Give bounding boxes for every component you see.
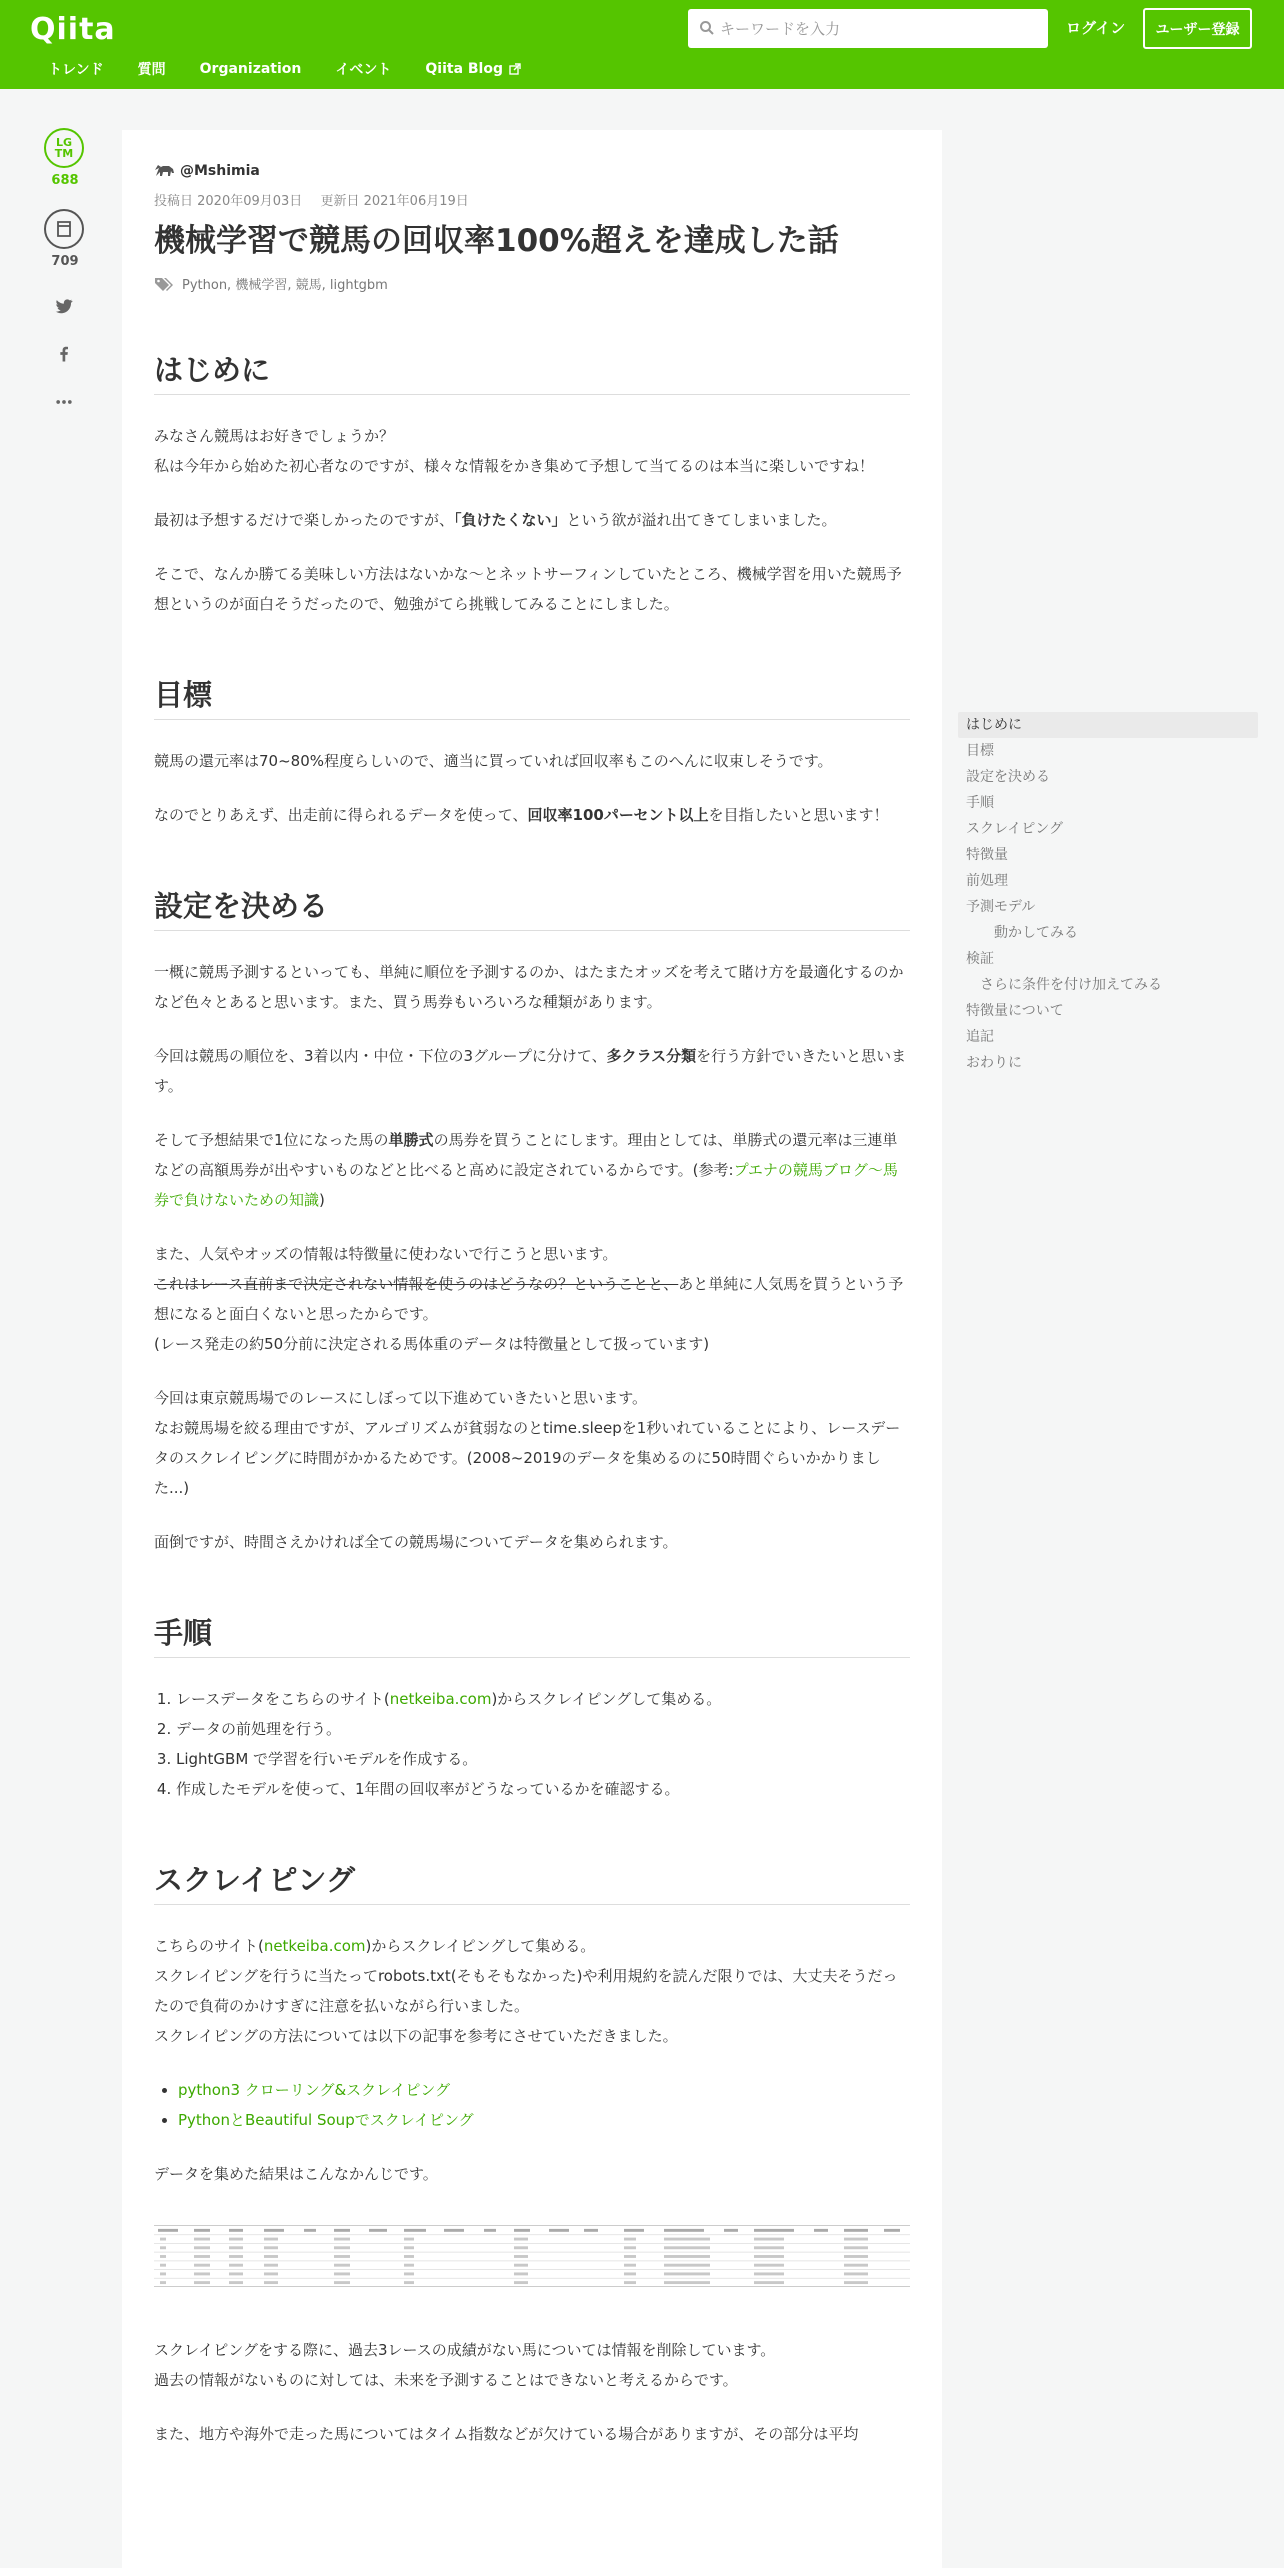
toc-item[interactable]: さらに条件を付け加えてみる [980, 977, 1162, 993]
toc-item[interactable]: 特徴量について [966, 1003, 1064, 1019]
text: みなさん競馬はお好きでしょうか？ [154, 427, 395, 445]
article-dates [154, 190, 483, 209]
article-body [154, 350, 910, 2473]
lgtm-count: 688 [51, 173, 79, 188]
search-box[interactable] [688, 9, 1048, 48]
text: スクレイピングをする際に、過去3レースの成績がない馬については情報を削除しています。 [154, 2341, 776, 2359]
bold-text: 多クラス分類 [606, 1047, 697, 1065]
tag-list [154, 274, 388, 293]
steps-list [154, 1684, 910, 1804]
text: 過去の情報がないものに対しては、未来を予測することはできないと考えるからです。 [154, 2371, 738, 2389]
toc-item[interactable]: 検証 [966, 951, 994, 967]
nav-organization[interactable]: Organization [199, 61, 302, 77]
nav-events[interactable]: イベント [335, 62, 392, 78]
paragraph [154, 2335, 910, 2395]
posted-date: 投稿日 2020年09月03日 [154, 194, 303, 209]
lgtm-button[interactable] [44, 128, 84, 168]
text: そして予想結果で1位になった馬の [154, 1131, 389, 1149]
reference-list [154, 2075, 910, 2135]
reference-link-beautifulsoup[interactable]: PythonとBeautiful Soupでスクレイピング [178, 2111, 474, 2129]
list-item [176, 1684, 910, 1714]
author[interactable] [154, 162, 260, 180]
toc-item[interactable]: 特徴量 [966, 847, 1008, 863]
bold-text: 「負けたくない」 [454, 511, 567, 529]
paragraph [154, 505, 910, 535]
text: )からスクレイピングして集める。 [365, 1937, 596, 1955]
paragraph: 一概に競馬予測するといっても、単純に順位を予測するのか、はたまたオッズを考えて賭け方を最適化するのかなど色々とあると思います。また、買う馬券もいろいろな種類があります。 [154, 963, 904, 1011]
reference-link-crawling[interactable]: python3 クローリング&スクレイピング [178, 2081, 451, 2099]
lgtm-label-top: LG [55, 136, 73, 149]
tags-text[interactable]: Python, 機械学習, 競馬, lightgbm [182, 278, 388, 293]
text: ) [319, 1191, 325, 1209]
paragraph [154, 1239, 910, 1359]
text: また、人気やオッズの情報は特徴量に使わないで行こうと思います。 [154, 1245, 618, 1263]
text: )からスクレイピングして集める。 [491, 1690, 722, 1708]
text: (レース発走の約50分前に決定される馬体重のデータは特徴量として扱っています) [154, 1335, 710, 1353]
nav-qiita-blog[interactable] [425, 59, 521, 79]
text: レースデータをこちらのサイト( [176, 1690, 390, 1708]
toc-item[interactable]: 動かしてみる [994, 925, 1078, 941]
list-item: 4. 作成したモデルを使って、1年間の回収率がどうなっているかを確認する。 [176, 1774, 910, 1804]
heading-scraping: スクレイピング [154, 1860, 910, 1905]
scraped-data-table-image [154, 2225, 910, 2287]
text: あと単純に人気馬を買うという予想になると面白くないと思ったからです。 [154, 1275, 904, 1323]
paragraph [154, 1931, 910, 2051]
nav-trend[interactable]: トレンド [48, 62, 104, 78]
text: 今回は競馬の順位を、3着以内・中位・下位の3グループに分けて、 [154, 1047, 607, 1065]
search-icon [699, 20, 715, 36]
login-link[interactable]: ログイン [1066, 19, 1126, 37]
more-icon[interactable] [54, 392, 74, 412]
stock-count: 709 [51, 254, 79, 269]
text: という欲が溢れ出てきてしまいました。 [566, 511, 837, 529]
toc-item[interactable]: はじめに [958, 712, 1258, 738]
text: こちらのサイト( [154, 1937, 264, 1955]
list-item [178, 2105, 910, 2135]
heading-intro: はじめに [154, 350, 910, 395]
text: 最初は予想するだけで楽しかったのですが、 [154, 511, 455, 529]
text: なのでとりあえず、出走前に得られるデータを使って、 [154, 806, 528, 824]
paragraph: 競馬の還元率は70~80%程度らしいので、適当に買っていれば回収率もこのへんに収束しそうです。 [154, 752, 833, 770]
qiita-logo[interactable]: Qiita [30, 12, 116, 47]
text: スクレイピングを行うに当たってrobots.txt(そもそもなかった)や利用規約を読んだ限りでは、大丈夫そうだったので負荷のかけすぎに注意を払いながら行いました。 [154, 1967, 898, 2015]
nav-questions[interactable]: 質問 [137, 62, 166, 78]
updated-date: 更新日 2021年06月19日 [320, 194, 469, 209]
text: の馬券を買うことにします。理由としては、単勝式の還元率は三連単などの高額馬券が出やすいものなどと比べると高めに設定されているからです。(参考: [154, 1131, 898, 1179]
site-header [0, 0, 1284, 89]
paragraph [154, 421, 910, 481]
paragraph: また、地方や海外で走った馬についてはタイム指数などが欠けている場合がありますが、その部分は平均 [154, 2425, 859, 2443]
twitter-icon[interactable] [54, 296, 74, 316]
paragraph [154, 1125, 910, 1215]
toc-item[interactable]: 追記 [966, 1029, 994, 1045]
paragraph [154, 800, 910, 830]
avatar [154, 162, 176, 180]
toc-item[interactable]: スクレイピング [966, 821, 1064, 837]
list-item: 3. LightGBM で学習を行いモデルを作成する。 [176, 1744, 910, 1774]
bold-text: 単勝式 [388, 1131, 434, 1149]
text: を行う方針でいきたいと思います。 [154, 1047, 907, 1095]
text: を目指したいと思います！ [708, 806, 889, 824]
toc-item[interactable]: 予測モデル [966, 899, 1036, 915]
facebook-icon[interactable] [54, 344, 74, 364]
toc-item[interactable]: 前処理 [966, 873, 1008, 889]
lgtm-label-bottom: TM [54, 147, 74, 160]
paragraph: データを集めた結果はこんなかんじです。 [154, 2165, 438, 2183]
author-name: @Mshimia [180, 163, 260, 179]
bold-text: 回収率100パーセント以上 [527, 806, 709, 824]
text: 今回は東京競馬場でのレースにしぼって以下進めていきたいと思います。 [154, 1389, 648, 1407]
strikethrough-text: これはレース直前まで決定されない情報を使うのはどうなの？ということと、 [154, 1275, 679, 1293]
heading-goal: 目標 [154, 675, 910, 720]
nav-qiita-blog-label: Qiita Blog [425, 61, 503, 77]
stock-button[interactable] [44, 209, 84, 249]
text: なお競馬場を絞る理由ですが、アルゴリズムが貧弱なのとtime.sleepを1秒いれていることにより、レースデータのスクレイピングに時間がかかるためです。(2008~2019のデータを集めるのに50時間ぐらいかかりました...) [154, 1419, 901, 1497]
global-nav [48, 59, 555, 79]
paragraph: 面倒ですが、時間さえかければ全ての競馬場についてデータを集められます。 [154, 1533, 678, 1551]
buena-blog-link[interactable]: プエナの競馬ブログ〜馬券で負けないための知識 [154, 1161, 898, 1209]
stock-icon [46, 211, 82, 247]
external-link-icon [509, 63, 521, 75]
heading-settings: 設定を決める [154, 886, 910, 931]
toc-item[interactable]: 設定を決める [966, 769, 1050, 785]
table-of-contents [958, 712, 1258, 1076]
article-title: 機械学習で競馬の回収率100%超えを達成した話 [154, 223, 839, 259]
text: スクレイピングの方法については以下の記事を参考にさせていただきました。 [154, 2027, 678, 2045]
paragraph [154, 1383, 910, 1503]
search-input[interactable] [720, 9, 1040, 48]
list-item [178, 2075, 910, 2105]
toc-item[interactable]: おわりに [966, 1055, 1022, 1071]
list-item: 2. データの前処理を行う。 [176, 1714, 910, 1744]
text: 私は今年から始めた初心者なのですが、様々な情報をかき集めて予想して当てるのは本当に楽しいですね！ [154, 457, 875, 475]
toc-item[interactable]: 手順 [966, 795, 994, 811]
toc-item[interactable]: 目標 [966, 743, 994, 759]
heading-steps: 手順 [154, 1613, 910, 1658]
tags-icon [154, 276, 174, 292]
netkeiba-link[interactable]: netkeiba.com [263, 1937, 366, 1955]
netkeiba-link[interactable]: netkeiba.com [389, 1690, 492, 1708]
article-card [122, 130, 942, 2568]
signup-button[interactable]: ユーザー登録 [1143, 8, 1252, 49]
paragraph: そこで、なんか勝てる美味しい方法はないかな〜とネットサーフィンしていたところ、機械学習を用いた競馬予想というのが面白そうだったので、勉強がてら挑戦してみることにしました。 [154, 565, 902, 613]
paragraph [154, 1041, 910, 1101]
